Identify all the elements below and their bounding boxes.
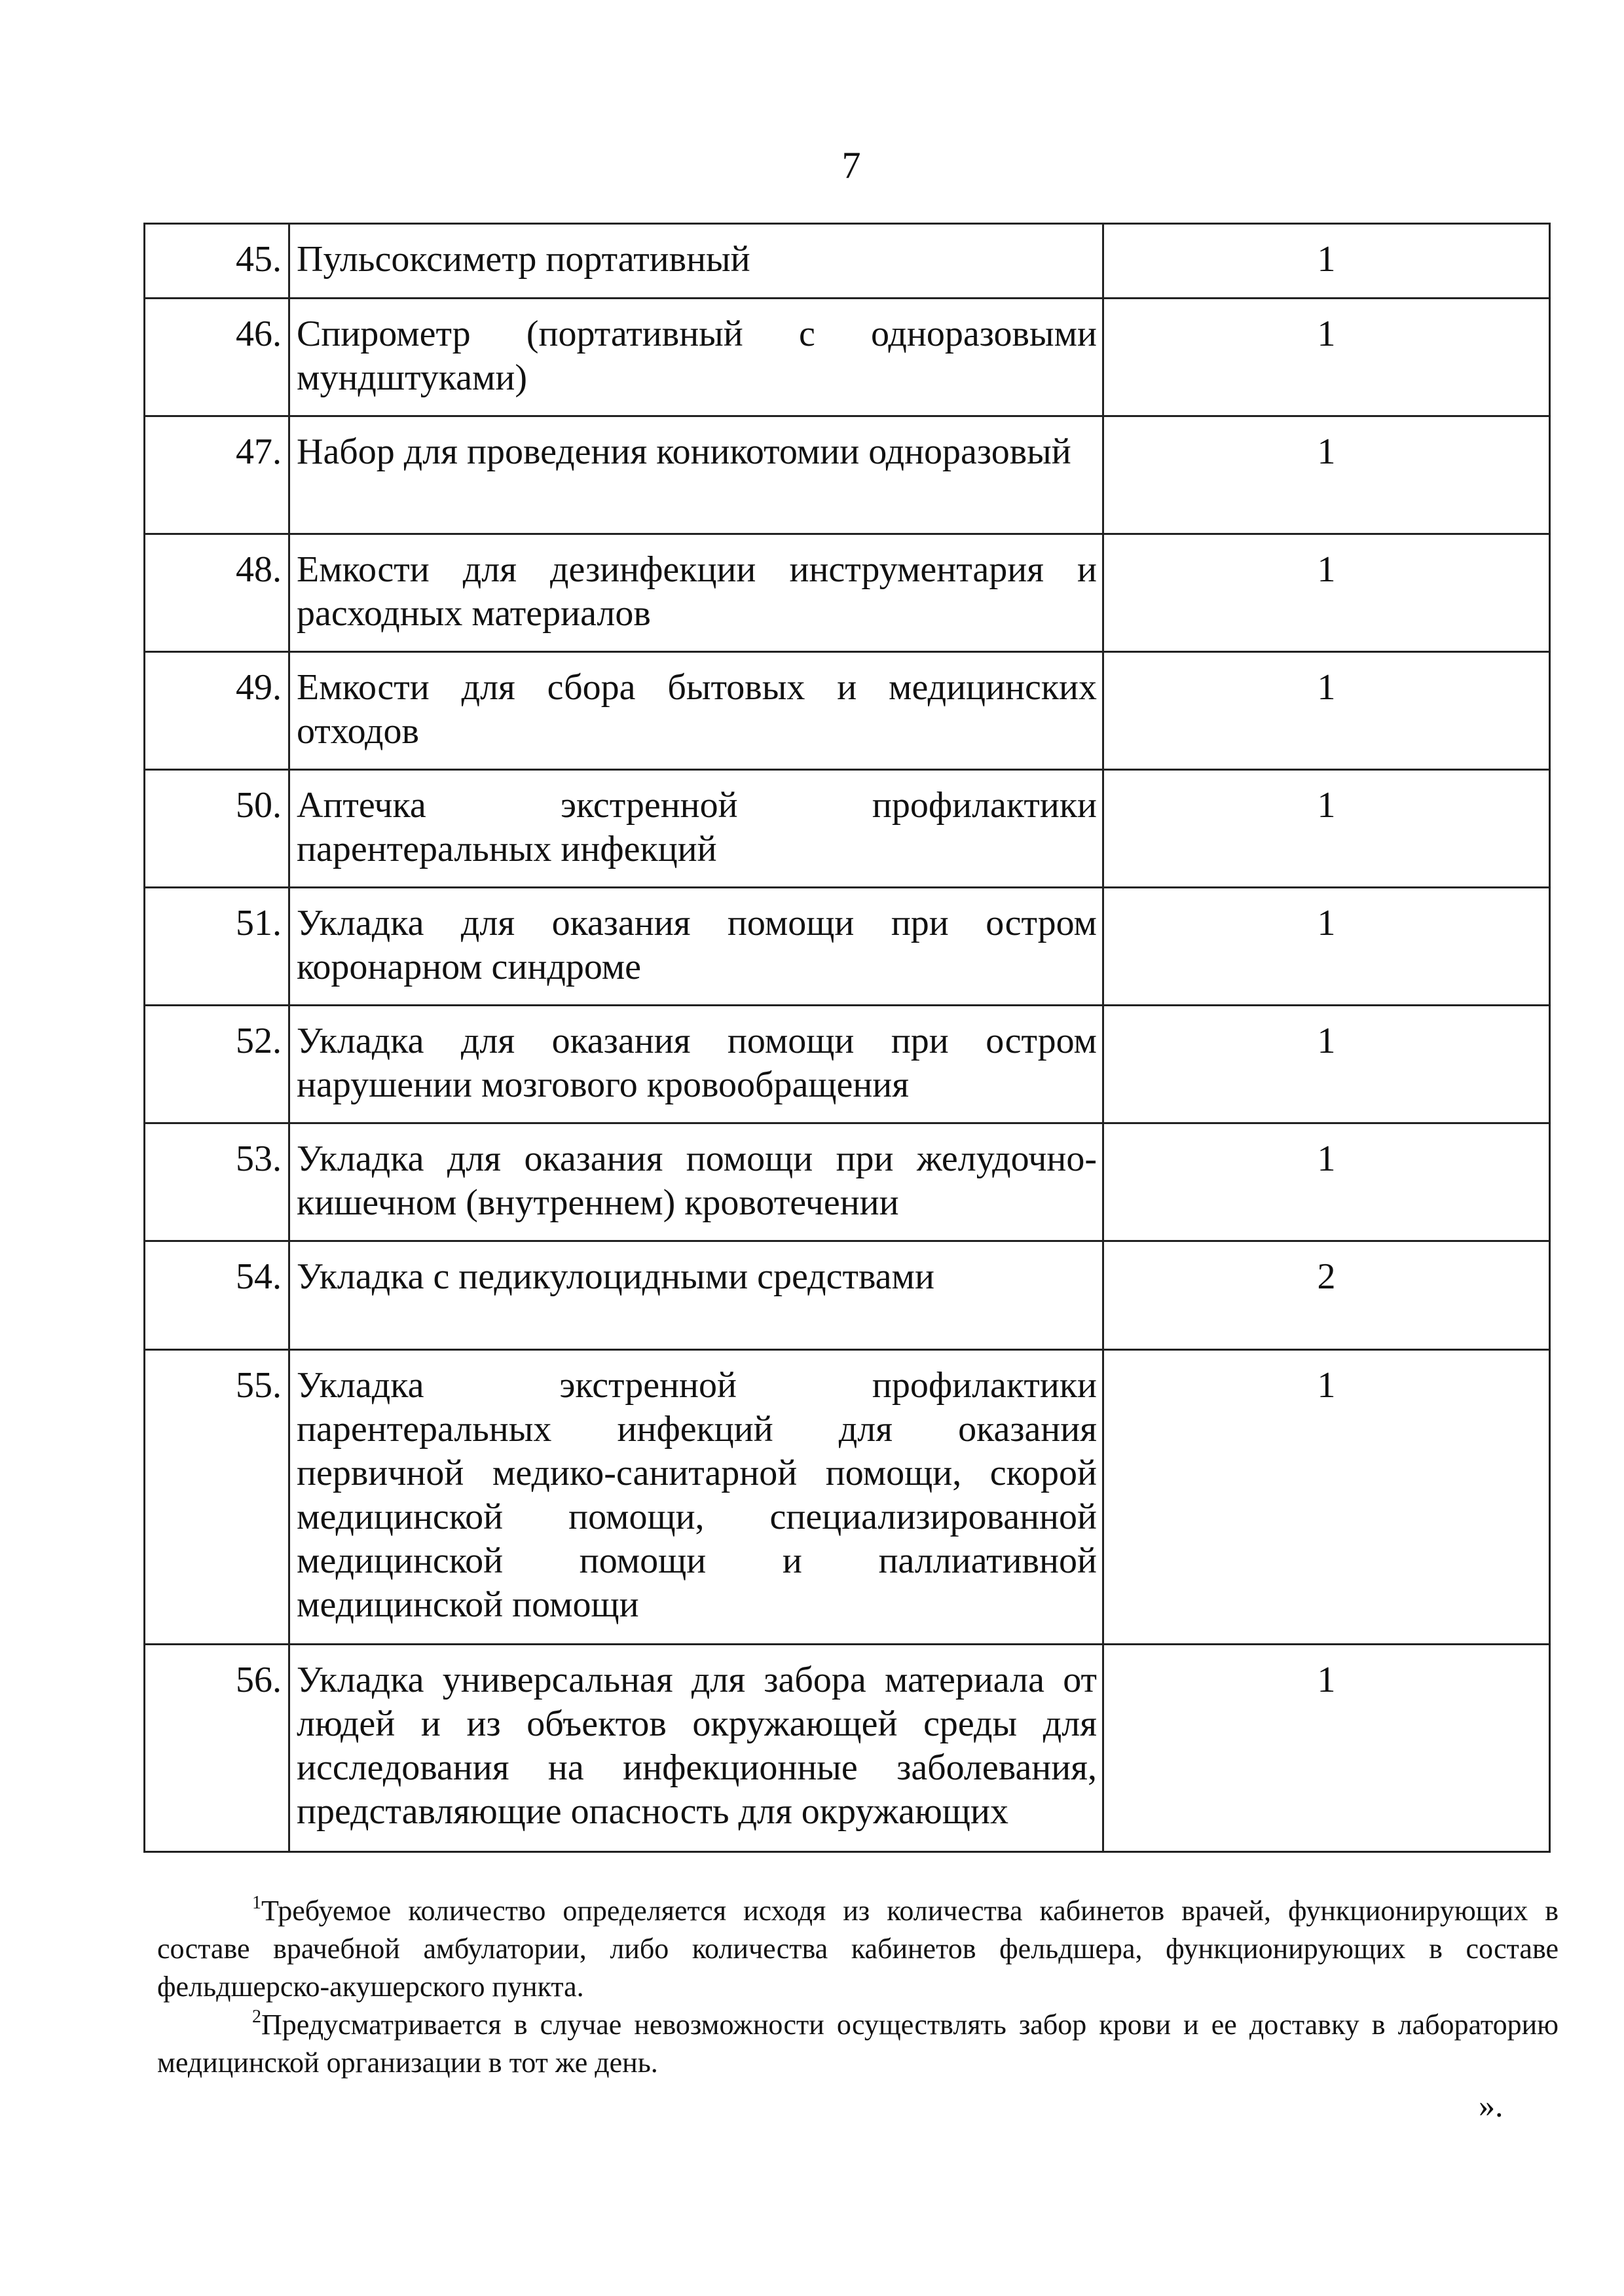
row-item-name: Набор для проведения коникотомии одноразовый (289, 416, 1103, 534)
row-number: 46. (145, 299, 289, 416)
row-item-name: Укладка для оказания помощи при остром нарушении мозгового кровообращения (289, 1006, 1103, 1123)
footnote-text: Требуемое количество определяется исходя из количества кабинетов врачей, функционирующих в составе врачебной амбулатории, либо количества кабинетов фельдшера, функционирующих в составе фельдшерско-акушерского пункта. (157, 1895, 1559, 2003)
row-quantity: 1 (1103, 1645, 1550, 1852)
row-number: 53. (145, 1123, 289, 1241)
row-quantity: 2 (1103, 1241, 1550, 1350)
footnote-text: Предусматривается в случае невозможности осуществлять забор крови и ее доставку в лабораторию медицинской организации в тот же день. (157, 2009, 1559, 2079)
table-row (145, 1350, 1550, 1645)
row-number: 55. (145, 1350, 289, 1645)
footnotes (157, 1892, 1559, 2082)
row-item-name: Емкости для сбора бытовых и медицинских отходов (289, 652, 1103, 770)
row-number: 49. (145, 652, 289, 770)
closing-quote-mark: ». (1479, 2087, 1504, 2124)
row-number: 50. (145, 770, 289, 888)
row-quantity: 1 (1103, 534, 1550, 652)
row-number: 47. (145, 416, 289, 534)
row-quantity: 1 (1103, 299, 1550, 416)
page-number: 7 (841, 144, 861, 187)
table-row (145, 1123, 1550, 1241)
footnote (157, 1892, 1559, 2006)
row-quantity: 1 (1103, 1006, 1550, 1123)
table-row (145, 416, 1550, 534)
footnote-mark: 2 (252, 2007, 261, 2027)
row-quantity: 1 (1103, 416, 1550, 534)
row-item-name: Укладка для оказания помощи при желудочно-кишечном (внутреннем) кровотечении (289, 1123, 1103, 1241)
row-item-name: Емкости для дезинфекции инструментария и расходных материалов (289, 534, 1103, 652)
row-quantity: 1 (1103, 652, 1550, 770)
table-row (145, 652, 1550, 770)
row-item-name: Пульсоксиметр портативный (289, 224, 1103, 299)
row-quantity: 1 (1103, 1350, 1550, 1645)
table-row (145, 1241, 1550, 1350)
row-number: 45. (145, 224, 289, 299)
table-row (145, 1645, 1550, 1852)
row-quantity: 1 (1103, 224, 1550, 299)
row-quantity: 1 (1103, 770, 1550, 888)
row-number: 54. (145, 1241, 289, 1350)
table-row (145, 299, 1550, 416)
table-row (145, 534, 1550, 652)
row-number: 48. (145, 534, 289, 652)
table-row (145, 1006, 1550, 1123)
row-item-name: Спирометр (портативный с одноразовыми мундштуками) (289, 299, 1103, 416)
row-quantity: 1 (1103, 1123, 1550, 1241)
row-item-name: Укладка экстренной профилактики парентеральных инфекций для оказания первичной медико-санитарной помощи, скорой медицинской помощи, специализированной медицинской помощи и паллиативной медицинской помощи (289, 1350, 1103, 1645)
row-item-name: Укладка универсальная для забора материала от людей и из объектов окружающей среды для исследования на инфекционные заболевания, представляющие опасность для окружающих (289, 1645, 1103, 1852)
table-row (145, 224, 1550, 299)
row-item-name: Укладка для оказания помощи при остром коронарном синдроме (289, 888, 1103, 1006)
footnote-mark: 1 (252, 1893, 261, 1913)
row-number: 56. (145, 1645, 289, 1852)
row-number: 51. (145, 888, 289, 1006)
equipment-table (143, 223, 1551, 1853)
row-quantity: 1 (1103, 888, 1550, 1006)
table-row (145, 888, 1550, 1006)
row-item-name: Укладка с педикулоцидными средствами (289, 1241, 1103, 1350)
footnote (157, 2006, 1559, 2082)
row-item-name: Аптечка экстренной профилактики парентеральных инфекций (289, 770, 1103, 888)
row-number: 52. (145, 1006, 289, 1123)
table-row (145, 770, 1550, 888)
